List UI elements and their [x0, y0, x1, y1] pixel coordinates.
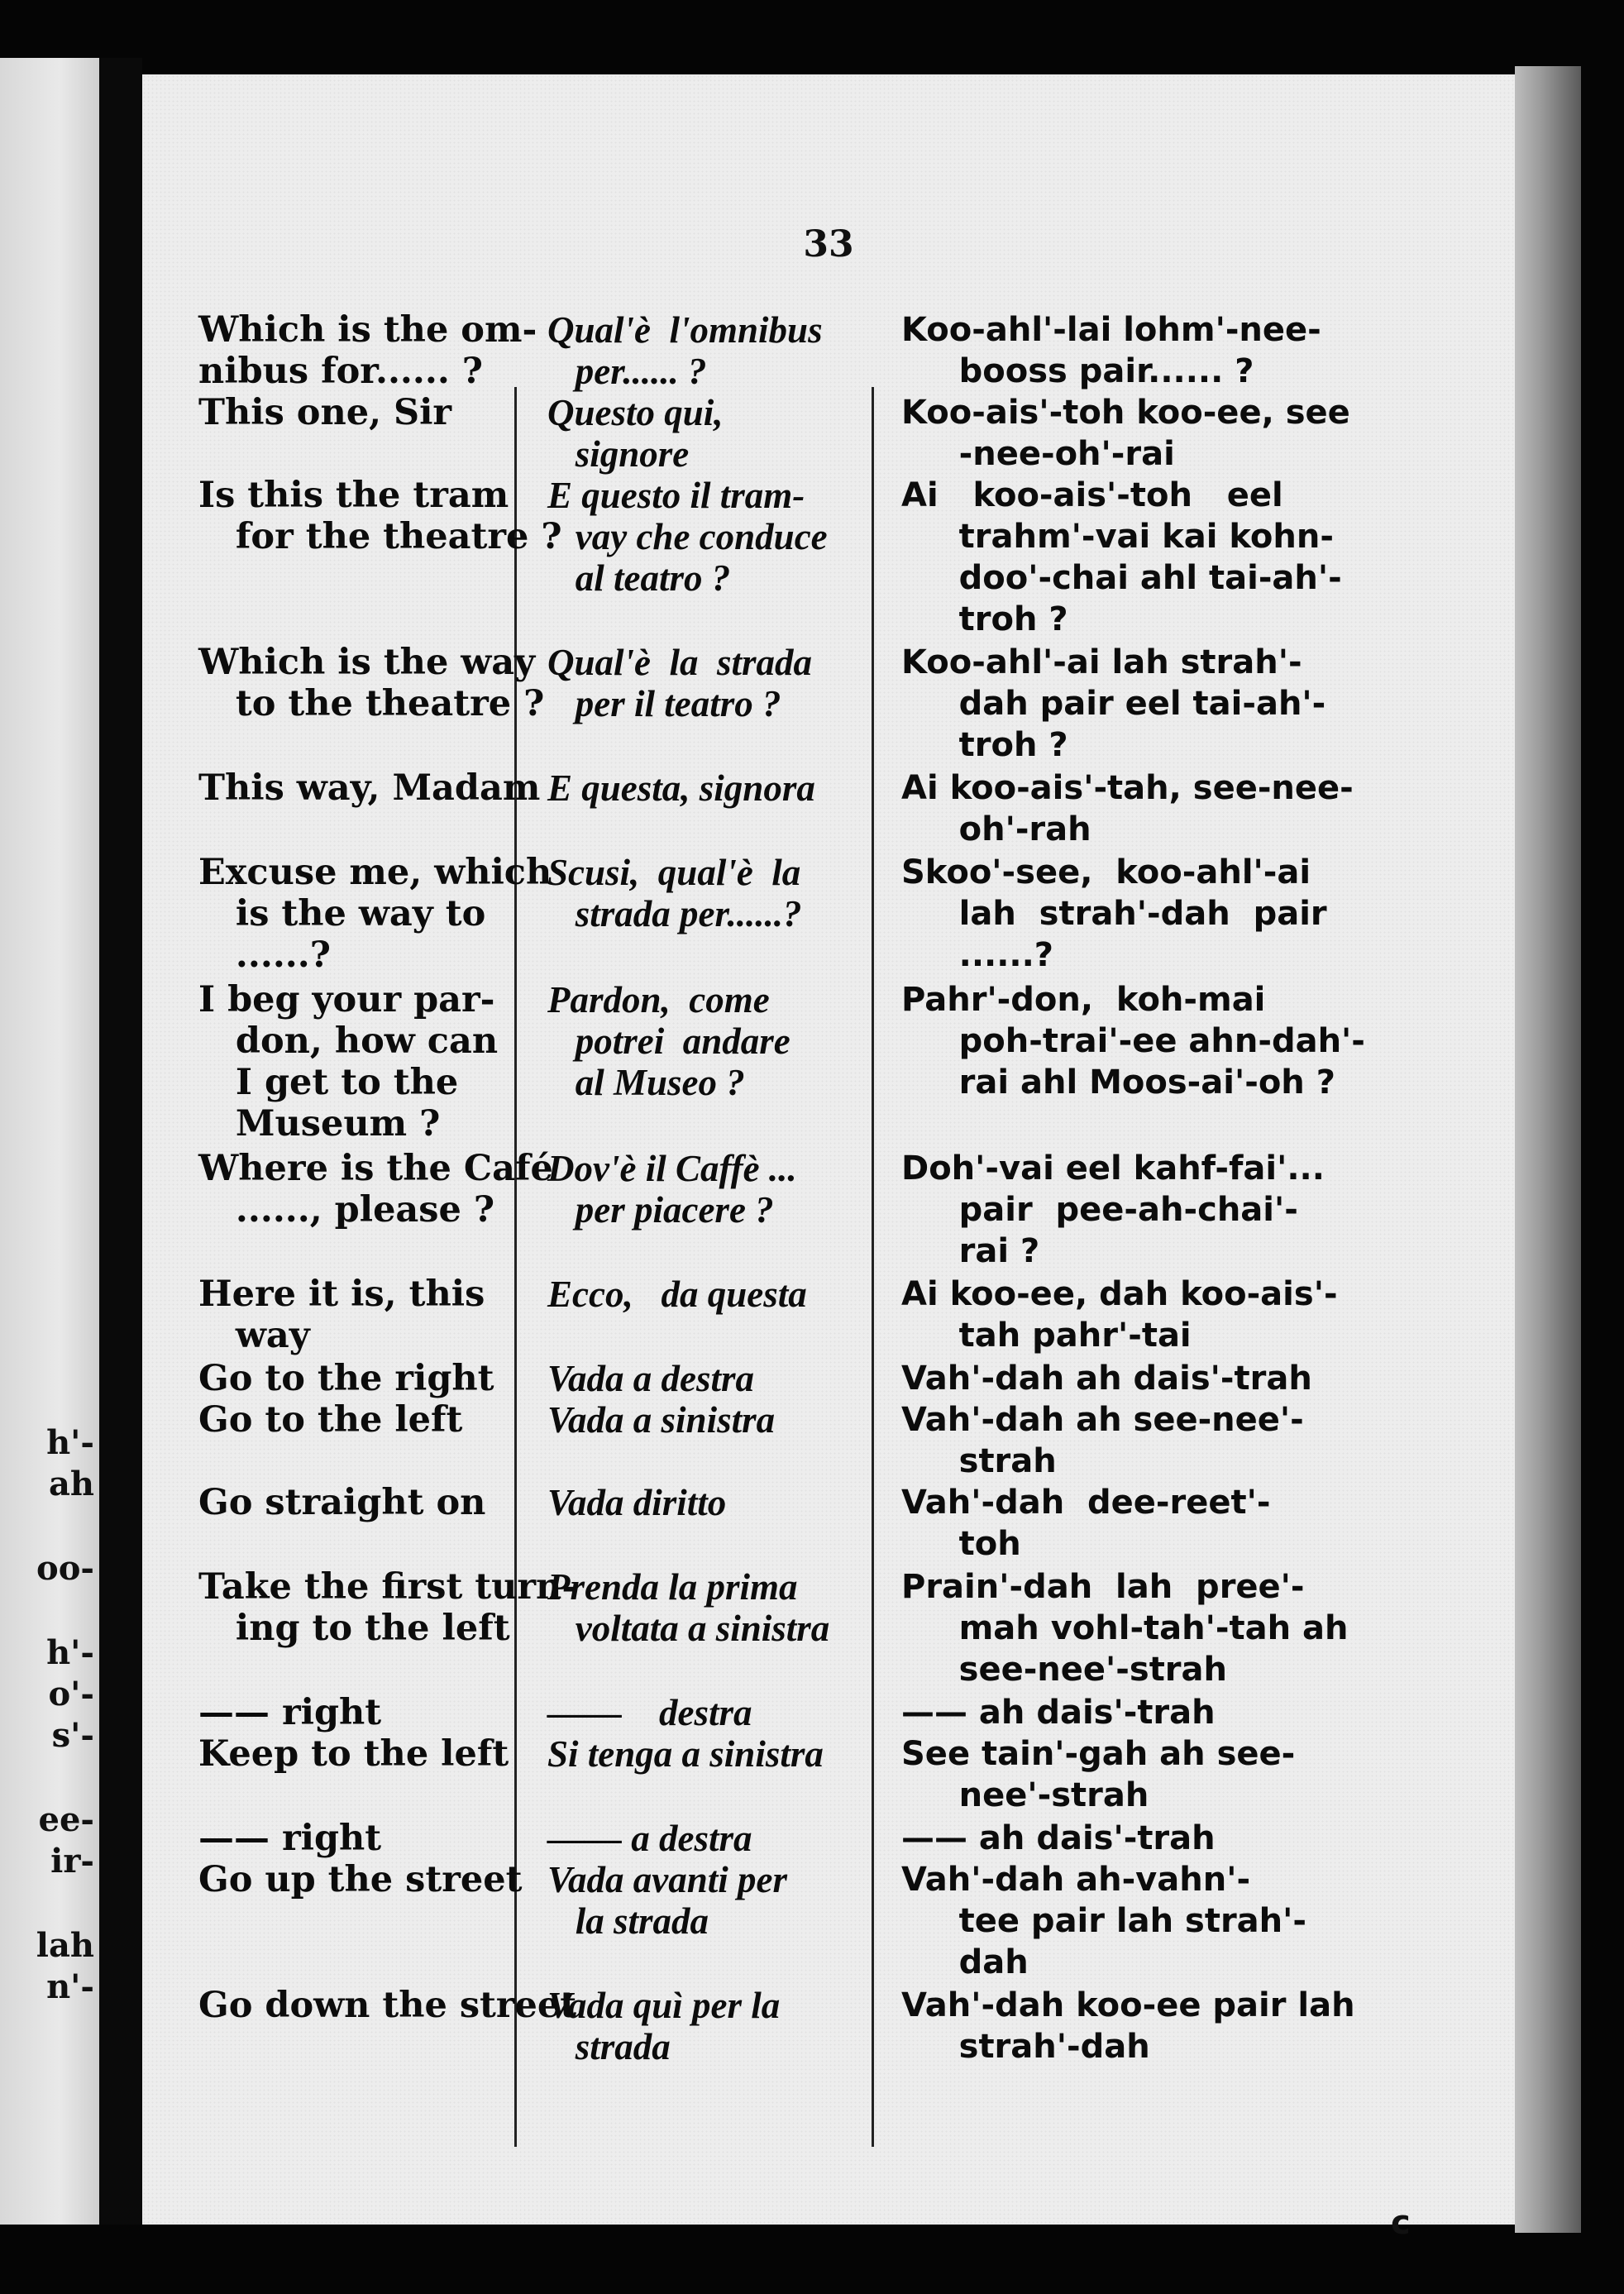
english-phrase: Excuse me, which is the way to ......?	[198, 852, 552, 976]
english-phrase: Go to the left	[198, 1399, 463, 1441]
english-phrase: Where is the Café ......, please ?	[198, 1148, 553, 1231]
book-gutter	[99, 58, 142, 2225]
pronunciation: Koo-ahl'-ai lah strah'- dah pair eel tai-ah'- troh ?	[901, 643, 1326, 764]
italian-phrase: E questo il tram- vay che conduce al teatro ?	[547, 475, 828, 599]
english-phrase: Go down the street	[198, 1985, 577, 2026]
italian-phrase: Qual'è la strada per il teatro ?	[547, 642, 813, 724]
facing-page-fragment: ir-	[50, 1842, 94, 1881]
english-phrase: Go to the right	[198, 1358, 494, 1399]
facing-page-fragment: h'-	[46, 1423, 94, 1462]
english-phrase: This way, Madam	[198, 767, 541, 809]
italian-phrase: Vada diritto	[547, 1482, 727, 1523]
italian-phrase: Prenda la prima voltata a sinistra	[547, 1566, 830, 1649]
italian-phrase: Qual'è l'omnibus per...... ?	[547, 309, 823, 392]
english-phrase: This one, Sir	[198, 392, 452, 433]
pronunciation: Skoo'-see, koo-ahl'-ai lah strah'-dah pair ......?	[901, 853, 1327, 974]
pronunciation: Ai koo-ais'-tah, see-nee- oh'-rah	[901, 769, 1354, 848]
facing-page-fragment: n'-	[46, 1967, 94, 2006]
facing-page-fragment: lah	[36, 1926, 94, 1965]
facing-page-fragment: ah	[49, 1465, 94, 1503]
pronunciation: Koo-ais'-toh koo-ee, see -nee-oh'-rai	[901, 394, 1350, 473]
pronunciation: —— ah dais'-trah	[901, 1819, 1216, 1857]
signature-mark: c	[1391, 2204, 1411, 2242]
pronunciation: Prain'-dah lah pree'- mah vohl-tah'-tah ah see-nee'-strah	[901, 1568, 1349, 1689]
italian-phrase: Questo qui, signore	[547, 392, 724, 475]
english-phrase: Go straight on	[198, 1482, 486, 1523]
facing-page-fragment: oo-	[36, 1549, 94, 1588]
pronunciation: See tain'-gah ah see- nee'-strah	[901, 1735, 1296, 1814]
italian-phrase: —— destra	[547, 1692, 752, 1733]
facing-page-edge	[0, 58, 99, 2225]
pronunciation: Vah'-dah koo-ee pair lah strah'-dah	[901, 1986, 1355, 2066]
column-divider	[872, 387, 874, 2147]
english-phrase: Which is the way to the theatre ?	[198, 642, 545, 724]
pronunciation: Koo-ahl'-lai lohm'-nee- booss pair...... ?	[901, 311, 1321, 390]
pronunciation: Pahr'-don, koh-mai poh-trai'-ee ahn-dah'- rai ahl Moos-ai'-oh ?	[901, 981, 1365, 1102]
english-phrase: Go up the street	[198, 1859, 523, 1900]
italian-phrase: Scusi, qual'è la strada per......?	[547, 852, 802, 934]
italian-phrase: Vada avanti per la strada	[547, 1859, 788, 1942]
pronunciation: Doh'-vai eel kahf-fai'... pair pee-ah-chai'- rai ?	[901, 1149, 1325, 1270]
italian-phrase: —— a destra	[547, 1818, 752, 1859]
italian-phrase: Vada quì per la strada	[547, 1985, 781, 2067]
pronunciation: Ai koo-ais'-toh eel trahm'-vai kai kohn- doo'-chai ahl tai-ah'- troh ?	[901, 476, 1342, 638]
english-phrase: Is this the tram for the theatre ?	[198, 475, 562, 557]
english-phrase: Take the first turn- ing to the left	[198, 1566, 577, 1649]
english-phrase: I beg your par- don, how can I get to the Museum ?	[198, 979, 499, 1145]
english-phrase: —— right	[198, 1818, 382, 1859]
english-phrase: Keep to the left	[198, 1733, 509, 1775]
italian-phrase: Vada a destra	[547, 1358, 755, 1399]
facing-page-fragment: s'-	[51, 1716, 94, 1755]
italian-phrase: Si tenga a sinistra	[547, 1733, 824, 1775]
english-phrase: —— right	[198, 1692, 382, 1733]
english-phrase: Which is the om- nibus for...... ?	[198, 309, 537, 392]
page-number: 33	[803, 223, 854, 265]
italian-phrase: Vada a sinistra	[547, 1399, 776, 1441]
pronunciation: —— ah dais'-trah	[901, 1694, 1216, 1732]
english-phrase: Here it is, this way	[198, 1274, 485, 1356]
facing-page-fragment: o'-	[48, 1675, 94, 1713]
pronunciation: Vah'-dah ah-vahn'- tee pair lah strah'- dah	[901, 1861, 1306, 1981]
pronunciation: Vah'-dah dee-reet'- toh	[901, 1484, 1271, 1563]
italian-phrase: Dov'è il Caffè ... per piacere ?	[547, 1148, 797, 1231]
page-edge-shadow	[1515, 66, 1581, 2233]
italian-phrase: E questa, signora	[547, 767, 815, 809]
italian-phrase: Ecco, da questa	[547, 1274, 807, 1315]
pronunciation: Vah'-dah ah dais'-trah	[901, 1360, 1312, 1398]
italian-phrase: Pardon, come potrei andare al Museo ?	[547, 979, 791, 1103]
pronunciation: Vah'-dah ah see-nee'- strah	[901, 1401, 1304, 1480]
pronunciation: Ai koo-ee, dah koo-ais'- tah pahr'-tai	[901, 1275, 1338, 1355]
facing-page-fragment: h'-	[46, 1633, 94, 1672]
facing-page-fragment: ee-	[38, 1800, 94, 1839]
book-page	[142, 74, 1515, 2242]
